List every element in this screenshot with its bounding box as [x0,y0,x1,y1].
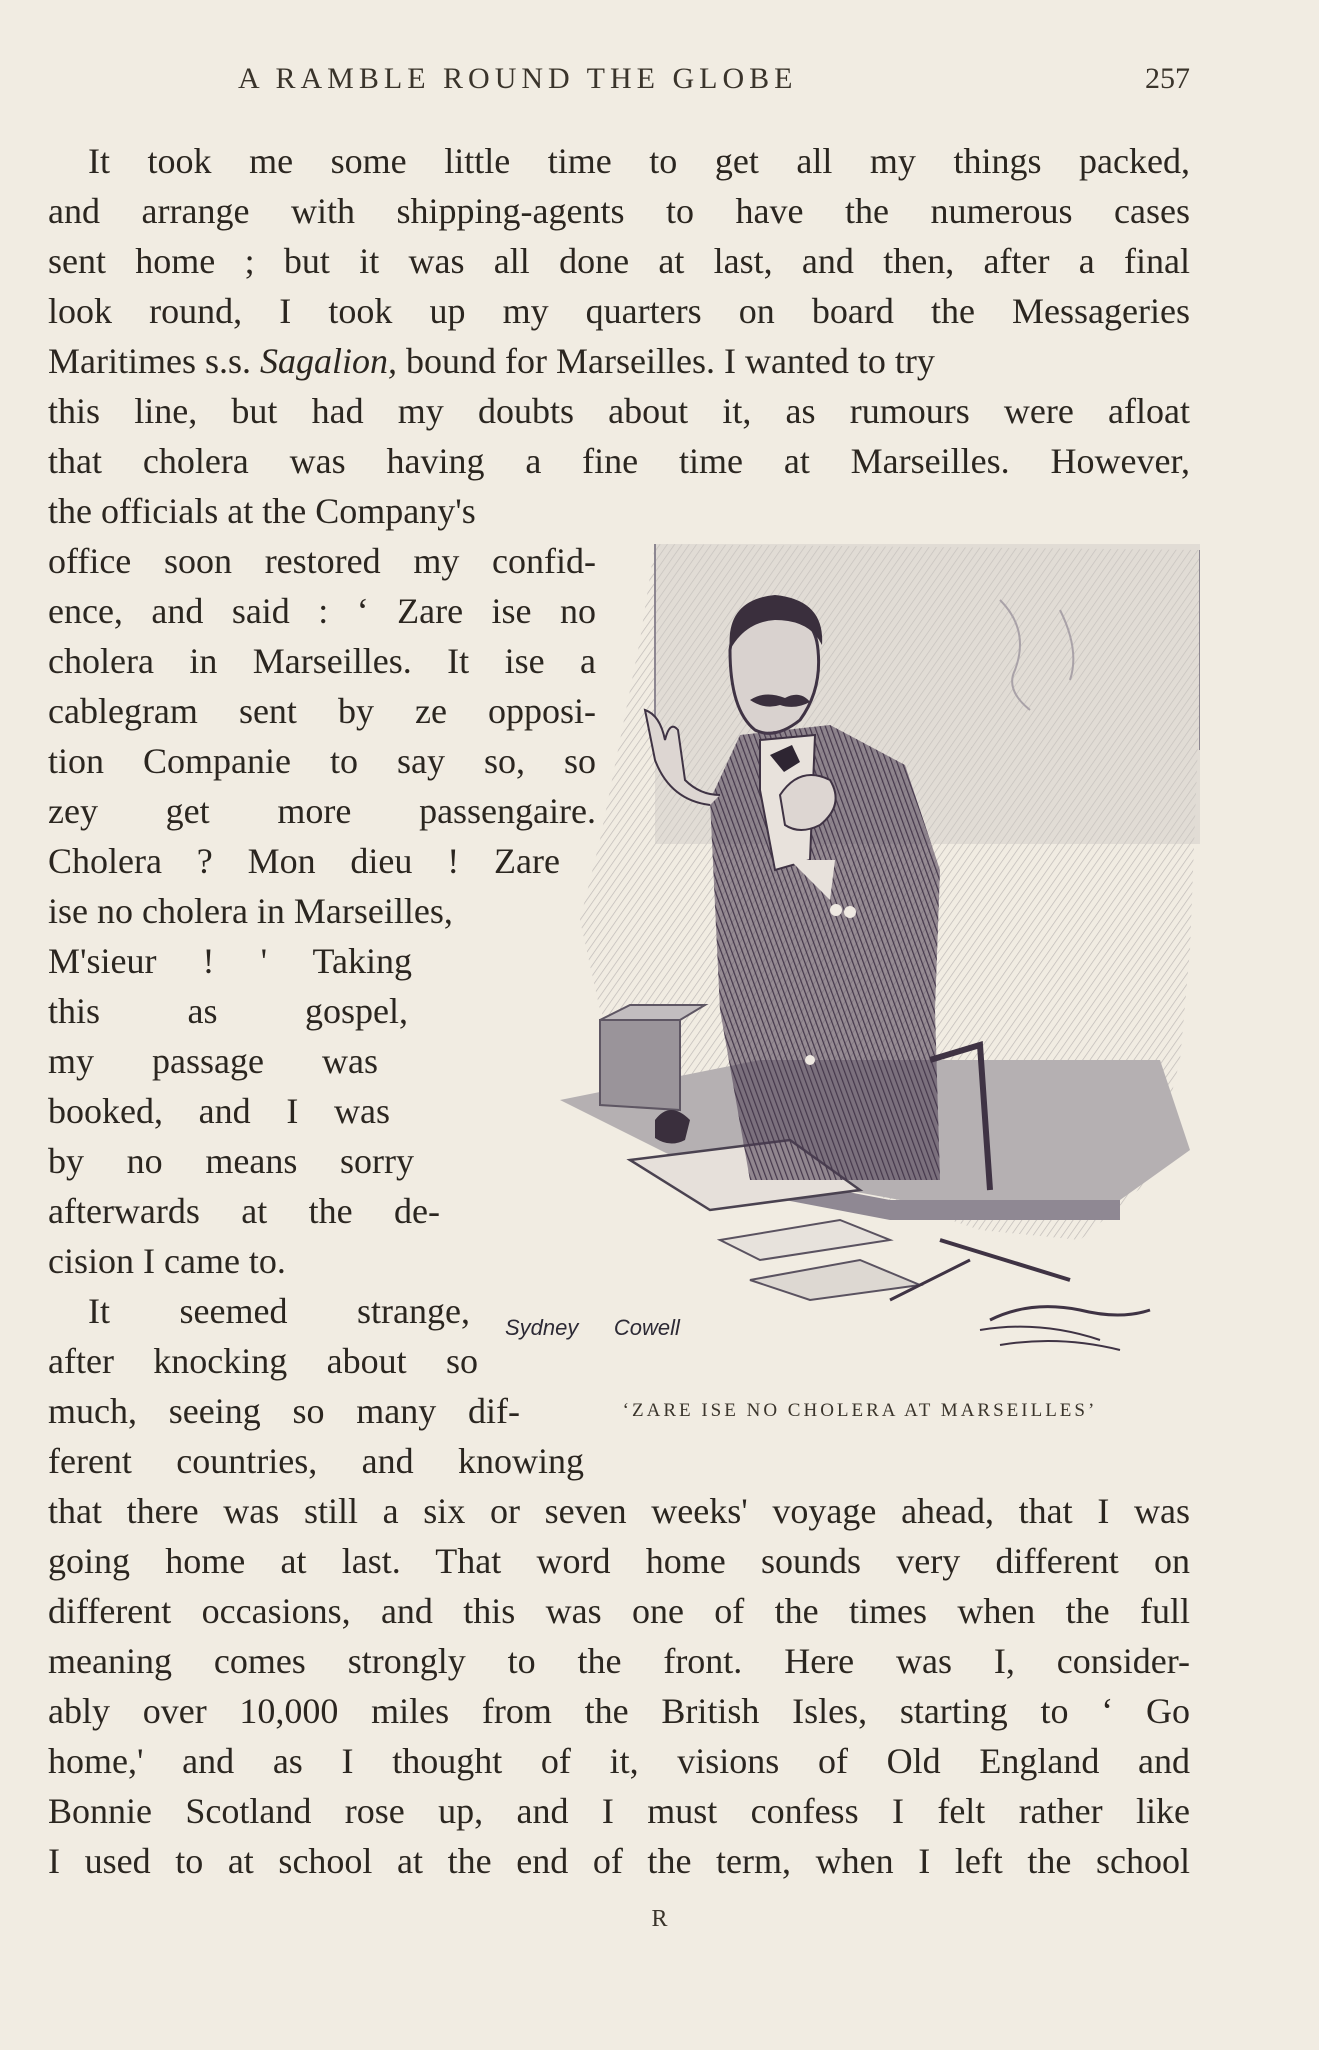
text-line: that cholera was having a fine time at Marseilles. However, [48,441,1190,481]
signature-first-name: Sydney [505,1315,579,1340]
text-line: this as gospel, [48,991,408,1031]
text-line: booked, and I was [48,1091,390,1131]
text-line: cholera in Marseilles. It ise a [48,641,596,681]
ship-name: Sagalion, [260,341,398,381]
illustration-scribbles [980,1307,1150,1350]
text-line: ence, and said : ‘ Zare ise no [48,591,596,631]
text-line: office soon restored my confid- [48,541,596,581]
text-line: my passage was [48,1041,378,1081]
illustration-signature [505,1315,680,1341]
illustration-figure [560,540,1200,1370]
text-line: zey get more passengaire. [48,791,596,831]
running-head-title: A RAMBLE ROUND THE GLOBE [238,62,798,95]
text-line: M'sieur ! ' Taking [48,941,412,981]
text-line: home,' and as I thought of it, visions of Old England and [48,1741,1190,1781]
figure-caption: ‘ZARE ISE NO CHOLERA AT MARSEILLES’ [622,1400,1098,1421]
text-segment: Maritimes s.s. [48,341,260,381]
text-line: ise no cholera in Marseilles, [48,891,453,931]
text-line: ably over 10,000 miles from the British Isles, starting to ‘ Go [48,1691,1190,1731]
page-number: 257 [1145,62,1190,95]
text-line: Bonnie Scotland rose up, and I must confess I felt rather like [48,1791,1190,1831]
text-line: Cholera ? Mon dieu ! Zare [48,841,560,881]
signature-mark: R [651,1906,668,1932]
text-line: cision I came to. [48,1241,286,1281]
text-line: that there was still a six or seven weeks' voyage ahead, that I was [48,1491,1190,1531]
text-line: by no means sorry [48,1141,414,1181]
text-line: afterwards at the de- [48,1191,440,1231]
text-line [48,336,1190,386]
text-line: the officials at the Company's [48,491,476,531]
text-line: this line, but had my doubts about it, as rumours were afloat [48,391,1190,431]
text-line: going home at last. That word home sounds very different on [48,1541,1190,1581]
text-line: look round, I took up my quarters on board the Messageries [48,291,1190,331]
text-line: tion Companie to say so, so [48,741,596,781]
text-line: It seemed strange, [88,1291,470,1331]
text-line: and arrange with shipping-agents to have the numerous cases [48,191,1190,231]
text-line: I used to at school at the end of the term, when I left the school [48,1841,1190,1881]
text-line: much, seeing so many dif- [48,1391,520,1431]
text-line: ferent countries, and knowing [48,1441,584,1481]
text-line: after knocking about so [48,1341,478,1381]
text-line: sent home ; but it was all done at last, and then, after a final [48,241,1190,281]
text-line: meaning comes strongly to the front. Here was I, consider- [48,1641,1190,1681]
text-line: different occasions, and this was one of the times when the full [48,1591,1190,1631]
running-head [48,62,1190,102]
text-line: cablegram sent by ze opposi- [48,691,596,731]
text-line: It took me some little time to get all my things packed, [88,141,1190,181]
text-segment: bound for Marseilles. I wanted to try [397,341,935,381]
signature-last-name: Cowell [613,1315,680,1340]
